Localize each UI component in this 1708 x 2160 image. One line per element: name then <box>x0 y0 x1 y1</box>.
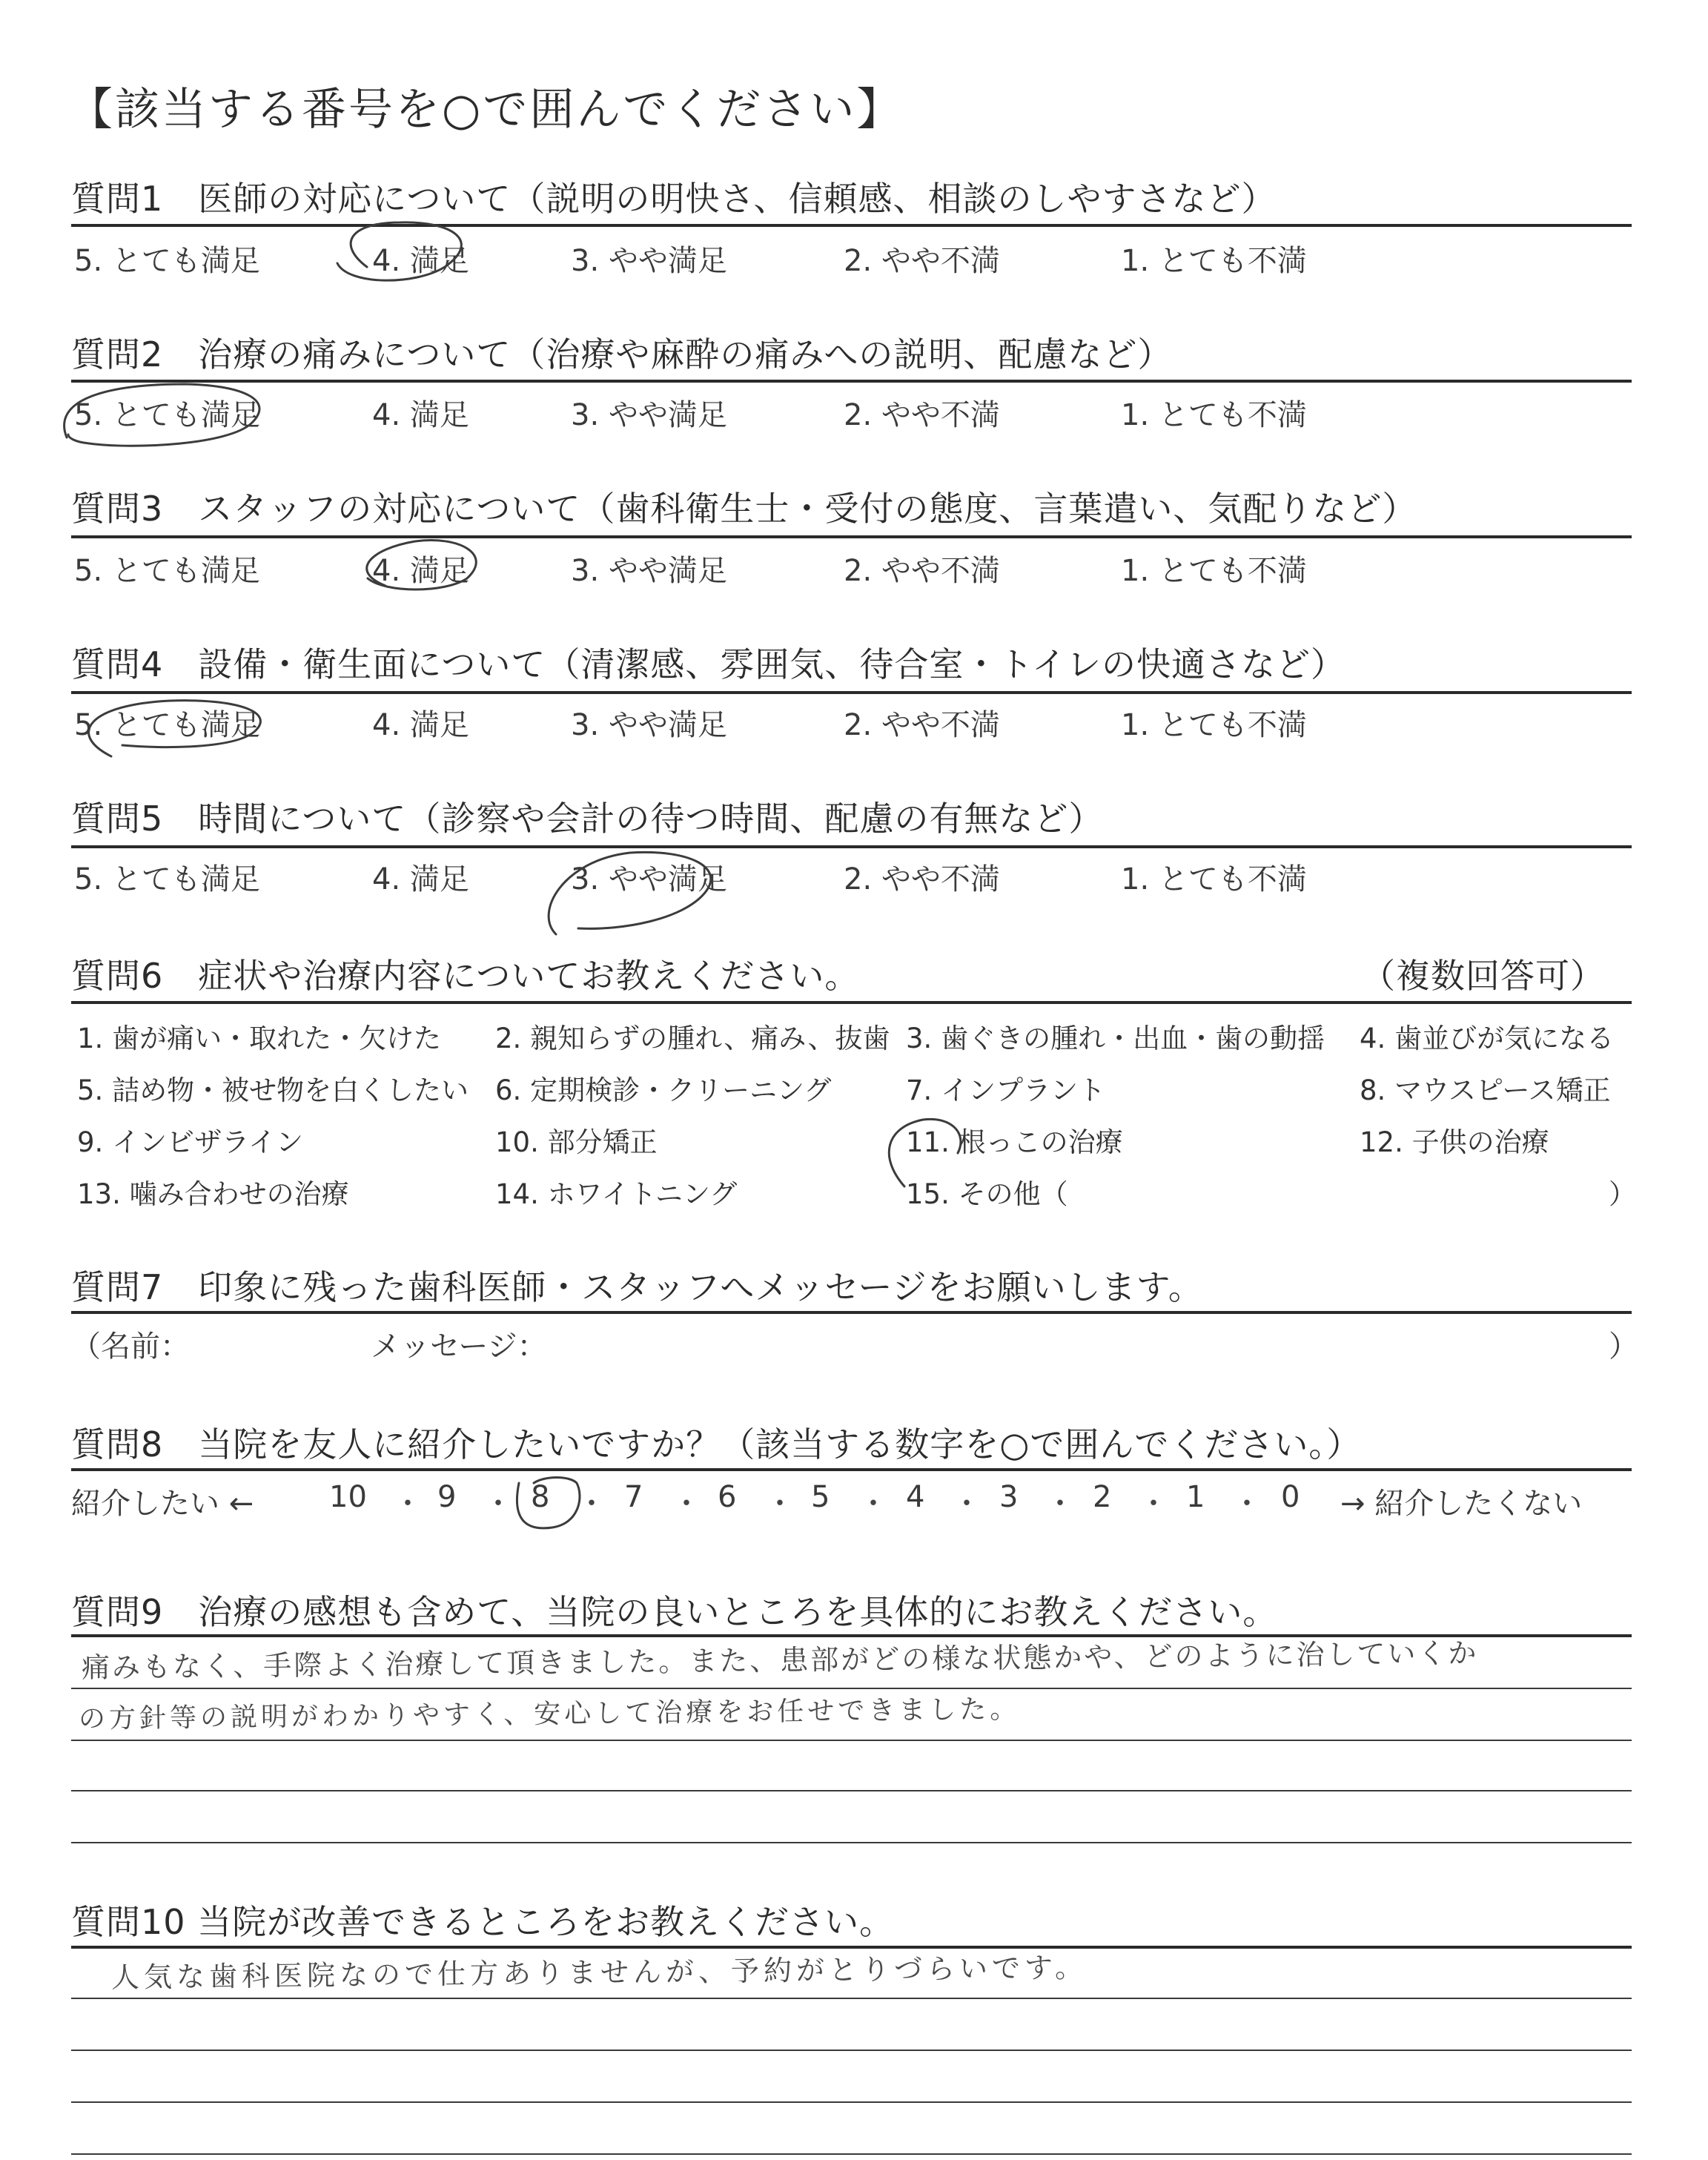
q8-number[interactable]: 2 <box>1093 1480 1112 1514</box>
q8-separator: ・ <box>765 1487 795 1521</box>
q5-option-3[interactable]: 3. やや満足 <box>571 862 727 896</box>
question-3-rule <box>71 535 1632 538</box>
q7-message-label: メッセージ： <box>371 1330 547 1364</box>
q3-option-1[interactable]: 1. とても不満 <box>1121 554 1307 588</box>
q3-option-3[interactable]: 3. やや満足 <box>571 554 727 588</box>
question-6-note: （複数回答可） <box>1361 956 1605 996</box>
q8-separator: ・ <box>483 1487 513 1521</box>
q8-number[interactable]: 5 <box>811 1480 830 1514</box>
question-8-title: 質問8 当院を友人に紹介したいですか？（該当する数字を○で囲んでください。） <box>71 1424 1362 1464</box>
q7-name-label: （名前： <box>71 1330 190 1364</box>
question-2-rule <box>71 380 1632 383</box>
q5-option-1[interactable]: 1. とても不満 <box>1121 862 1307 896</box>
q8-separator: ・ <box>577 1487 606 1521</box>
q8-number[interactable]: 1 <box>1186 1480 1205 1514</box>
q6-option-4[interactable]: 4. 歯並びが気になる <box>1360 1023 1615 1054</box>
question-1-rule <box>71 224 1632 227</box>
q8-left-label: 紹介したい ← <box>71 1487 254 1521</box>
q8-number[interactable]: 9 <box>437 1480 457 1514</box>
q10-writing-line <box>71 2153 1632 2155</box>
q4-option-1[interactable]: 1. とても不満 <box>1121 708 1307 742</box>
q6-option-6[interactable]: 6. 定期検診・クリーニング <box>495 1074 832 1106</box>
q8-number[interactable]: 3 <box>999 1480 1019 1514</box>
q8-separator: ・ <box>393 1487 423 1521</box>
q8-separator: ・ <box>1139 1487 1168 1521</box>
question-9-title: 質問9 治療の感想も含めて、当院の良いところを具体的にお教えください。 <box>71 1592 1278 1632</box>
q8-separator: ・ <box>952 1487 982 1521</box>
q8-number[interactable]: 7 <box>624 1480 643 1514</box>
question-7-rule <box>71 1311 1632 1314</box>
question-5-rule <box>71 845 1632 848</box>
q6-option-3[interactable]: 3. 歯ぐきの腫れ・出血・歯の動揺 <box>906 1023 1325 1054</box>
question-4-title: 質問4 設備・衛生面について（清潔感、雰囲気、待合室・トイレの快適さなど） <box>71 644 1346 684</box>
q10-writing-line <box>71 2050 1632 2051</box>
q6-option-15[interactable]: 15. その他（ <box>906 1178 1068 1210</box>
q6-option-5[interactable]: 5. 詰め物・被せ物を白くしたい <box>77 1074 469 1106</box>
question-2-title: 質問2 治療の痛みについて（治療や麻酔の痛みへの説明、配慮など） <box>71 334 1173 374</box>
q9-writing-line <box>71 1790 1632 1791</box>
q6-option-11[interactable]: 11. 根っこの治療 <box>906 1126 1123 1158</box>
q9-writing-line <box>71 1842 1632 1843</box>
q10-writing-line <box>71 2101 1632 2103</box>
question-4-rule <box>71 691 1632 694</box>
q7-close: ） <box>1609 1330 1638 1364</box>
q10-writing-line <box>71 1998 1632 1999</box>
q8-number[interactable]: 8 <box>531 1480 550 1514</box>
q1-option-1[interactable]: 1. とても不満 <box>1121 244 1307 278</box>
q8-right-label: → 紹介したくない <box>1340 1487 1583 1521</box>
q2-option-3[interactable]: 3. やや満足 <box>571 398 727 432</box>
q6-option-14[interactable]: 14. ホワイトニング <box>495 1178 738 1210</box>
q2-option-1[interactable]: 1. とても不満 <box>1121 398 1307 432</box>
question-8-rule <box>71 1468 1632 1471</box>
q6-option-7[interactable]: 7. インプラント <box>906 1074 1106 1106</box>
q4-option-5[interactable]: 5. とても満足 <box>74 708 260 742</box>
question-6-title: 質問6 症状や治療内容についてお教えください。 <box>71 956 860 996</box>
q6-option-10[interactable]: 10. 部分矯正 <box>495 1126 658 1158</box>
q8-separator: ・ <box>672 1487 701 1521</box>
q8-separator: ・ <box>1045 1487 1075 1521</box>
q9-answer-line-1: 痛みもなく、手際よく治療して頂きました。また、患部がどの様な状態かや、どのように治していくか <box>81 1636 1479 1684</box>
q1-option-4[interactable]: 4. 満足 <box>372 244 469 278</box>
q6-option-12[interactable]: 12. 子供の治療 <box>1360 1126 1549 1158</box>
q1-option-3[interactable]: 3. やや満足 <box>571 244 727 278</box>
question-7-title: 質問7 印象に残った歯科医師・スタッフへメッセージをお願いします。 <box>71 1267 1203 1307</box>
question-6-rule <box>71 1001 1632 1004</box>
q10-answer-line-1: 人気な歯科医院なので仕方ありませんが、予約がとりづらいです。 <box>110 1951 1088 1994</box>
q8-number[interactable]: 6 <box>718 1480 737 1514</box>
q6-option-8[interactable]: 8. マウスピース矯正 <box>1360 1074 1611 1106</box>
q8-number[interactable]: 0 <box>1281 1480 1300 1514</box>
q8-number[interactable]: 10 <box>329 1480 367 1514</box>
q6-option-2[interactable]: 2. 親知らずの腫れ、痛み、抜歯 <box>495 1023 890 1054</box>
q8-separator: ・ <box>1232 1487 1262 1521</box>
q3-option-2[interactable]: 2. やや不満 <box>844 554 1000 588</box>
q6-other-close: ） <box>1609 1178 1636 1210</box>
q4-option-2[interactable]: 2. やや不満 <box>844 708 1000 742</box>
q9-answer-line-2: の方針等の説明がわかりやすく、安心して治療をお任せできました。 <box>78 1694 1021 1734</box>
q4-option-3[interactable]: 3. やや満足 <box>571 708 727 742</box>
question-10-title: 質問10 当院が改善できるところをお教えください。 <box>71 1902 895 1942</box>
page-header: 【該当する番号を○で囲んでください】 <box>68 84 904 136</box>
q3-option-5[interactable]: 5. とても満足 <box>74 554 260 588</box>
q6-option-9[interactable]: 9. インビザライン <box>77 1126 303 1158</box>
q1-option-5[interactable]: 5. とても満足 <box>74 244 260 278</box>
q2-option-2[interactable]: 2. やや不満 <box>844 398 1000 432</box>
question-5-title: 質問5 時間について（診察や会計の待つ時間、配慮の有無など） <box>71 799 1104 839</box>
q1-option-2[interactable]: 2. やや不満 <box>844 244 1000 278</box>
q4-option-4[interactable]: 4. 満足 <box>372 708 469 742</box>
q2-option-5[interactable]: 5. とても満足 <box>74 398 260 432</box>
question-1-title: 質問1 医師の対応について（説明の明快さ、信頼感、相談のしやすさなど） <box>71 179 1277 219</box>
q6-option-1[interactable]: 1. 歯が痛い・取れた・欠けた <box>77 1023 442 1054</box>
q5-option-4[interactable]: 4. 満足 <box>372 862 469 896</box>
q9-writing-line <box>71 1688 1632 1689</box>
question-3-title: 質問3 スタッフの対応について（歯科衛生士・受付の態度、言葉遣い、気配りなど） <box>71 489 1417 529</box>
q2-option-4[interactable]: 4. 満足 <box>372 398 469 432</box>
q3-option-4[interactable]: 4. 満足 <box>372 554 469 588</box>
q5-option-2[interactable]: 2. やや不満 <box>844 862 1000 896</box>
q9-writing-line <box>71 1740 1632 1741</box>
q8-number[interactable]: 4 <box>906 1480 925 1514</box>
q5-option-5[interactable]: 5. とても満足 <box>74 862 260 896</box>
q8-separator: ・ <box>858 1487 888 1521</box>
q6-option-13[interactable]: 13. 噛み合わせの治療 <box>77 1178 349 1210</box>
